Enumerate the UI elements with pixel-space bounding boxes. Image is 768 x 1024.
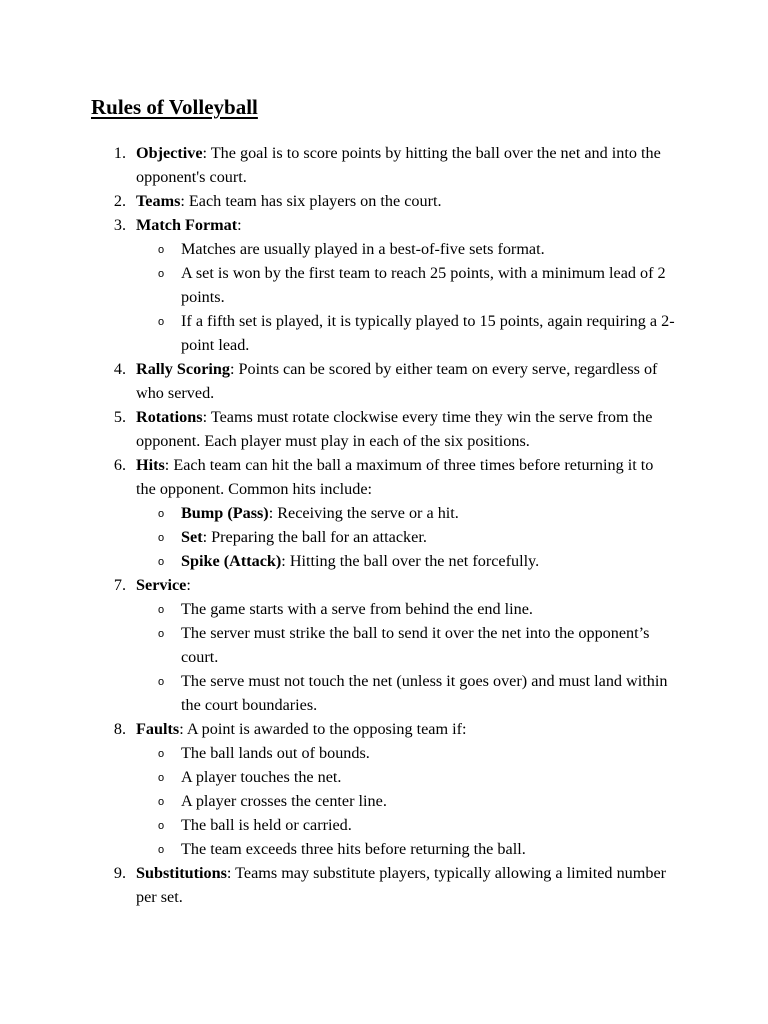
rule-name: Hits [136,456,165,474]
bullet-icon: o [158,532,165,544]
sub-list [136,597,676,717]
rule-item [0,213,676,357]
sub-list [136,237,676,357]
sub-item [158,501,679,525]
bullet-icon: o [158,676,165,688]
sub-item [158,765,679,789]
rule-number: 6. [113,456,126,474]
bullet-icon: o [158,628,165,640]
rule-item [0,189,676,213]
rule-text: : The goal is to score points by hitting the ball over the net and into the opponent's court. [136,144,661,186]
bullet-icon: o [158,604,165,616]
sub-item-name: Spike (Attack) [181,552,282,570]
rule-number: 5. [113,408,126,426]
bullet-icon: o [158,820,165,832]
sub-list [136,741,676,861]
sub-item [158,237,679,261]
sub-item-text: A player touches the net. [181,768,342,786]
bullet-icon: o [158,772,165,784]
rule-name: Substitutions [136,864,227,882]
rule-name: Objective [136,144,203,162]
sub-item-text: : Preparing the ball for an attacker. [202,528,427,546]
rule-name: Rally Scoring [136,360,230,378]
rule-text: : [237,216,242,234]
sub-item-name: Set [181,528,203,546]
bullet-icon: o [158,268,165,280]
rule-text: : [186,576,191,594]
rule-name: Service [136,576,187,594]
rule-item [0,573,676,717]
sub-item-text: The ball is held or carried. [181,816,352,834]
rule-text: : Each team has six players on the court. [180,192,442,210]
rule-item [0,141,676,189]
sub-item-text: If a fifth set is played, it is typically played to 15 points, again requiring a 2-point lead. [181,312,675,354]
sub-list [136,501,676,573]
sub-item-text: A player crosses the center line. [181,792,387,810]
bullet-icon: o [158,316,165,328]
sub-item-text: The server must strike the ball to send it over the net into the opponent’s court. [181,624,650,666]
sub-item [158,621,679,669]
rule-text: : Points can be scored by either team on every serve, regardless of who served. [136,360,658,402]
sub-item [158,813,679,837]
rule-number: 1. [113,144,126,162]
rule-name: Teams [136,192,181,210]
bullet-icon: o [158,748,165,760]
document-title: Rules of Volleyball [91,95,258,119]
sub-item [158,741,679,765]
sub-item [158,309,679,357]
sub-item-text: : Receiving the serve or a hit. [268,504,459,522]
sub-item [158,525,679,549]
sub-item [158,597,679,621]
rule-number: 3. [113,216,126,234]
rule-item [0,405,676,453]
rule-text: : Teams may substitute players, typically allowing a limited number per set. [136,864,667,906]
rule-item [0,717,676,861]
sub-item [158,789,679,813]
sub-item-text: A set is won by the first team to reach 25 points, with a minimum lead of 2 points. [181,264,666,306]
sub-item [158,261,679,309]
rule-name: Match Format [136,216,238,234]
rule-text: : A point is awarded to the opposing team if: [179,720,467,738]
sub-item [158,669,679,717]
rules-list [0,141,768,909]
rule-item [0,453,676,573]
rule-item [0,861,676,909]
sub-item [158,837,679,861]
rule-item [0,357,676,405]
sub-item-text: Matches are usually played in a best-of-five sets format. [181,240,545,258]
sub-item-text: The ball lands out of bounds. [181,744,370,762]
sub-item-text: The game starts with a serve from behind the end line. [181,600,533,618]
rule-number: 7. [113,576,126,594]
sub-item-text: The serve must not touch the net (unless it goes over) and must land within the court boundaries. [181,672,668,714]
sub-item-text: The team exceeds three hits before returning the ball. [181,840,526,858]
rule-text: : Each team can hit the ball a maximum of three times before returning it to the opponent. Common hits include: [136,456,654,498]
rule-number: 4. [113,360,126,378]
rule-number: 2. [113,192,126,210]
rule-name: Rotations [136,408,203,426]
sub-item-name: Bump (Pass) [181,504,269,522]
bullet-icon: o [158,796,165,808]
bullet-icon: o [158,508,165,520]
sub-item [158,549,679,573]
sub-item-text: : Hitting the ball over the net forcefully. [281,552,540,570]
rule-number: 9. [113,864,126,882]
bullet-icon: o [158,244,165,256]
rule-name: Faults [136,720,180,738]
rule-number: 8. [113,720,126,738]
rule-text: : Teams must rotate clockwise every time they win the serve from the opponent. Each player must play in each of the six positions. [136,408,653,450]
bullet-icon: o [158,556,165,568]
bullet-icon: o [158,844,165,856]
